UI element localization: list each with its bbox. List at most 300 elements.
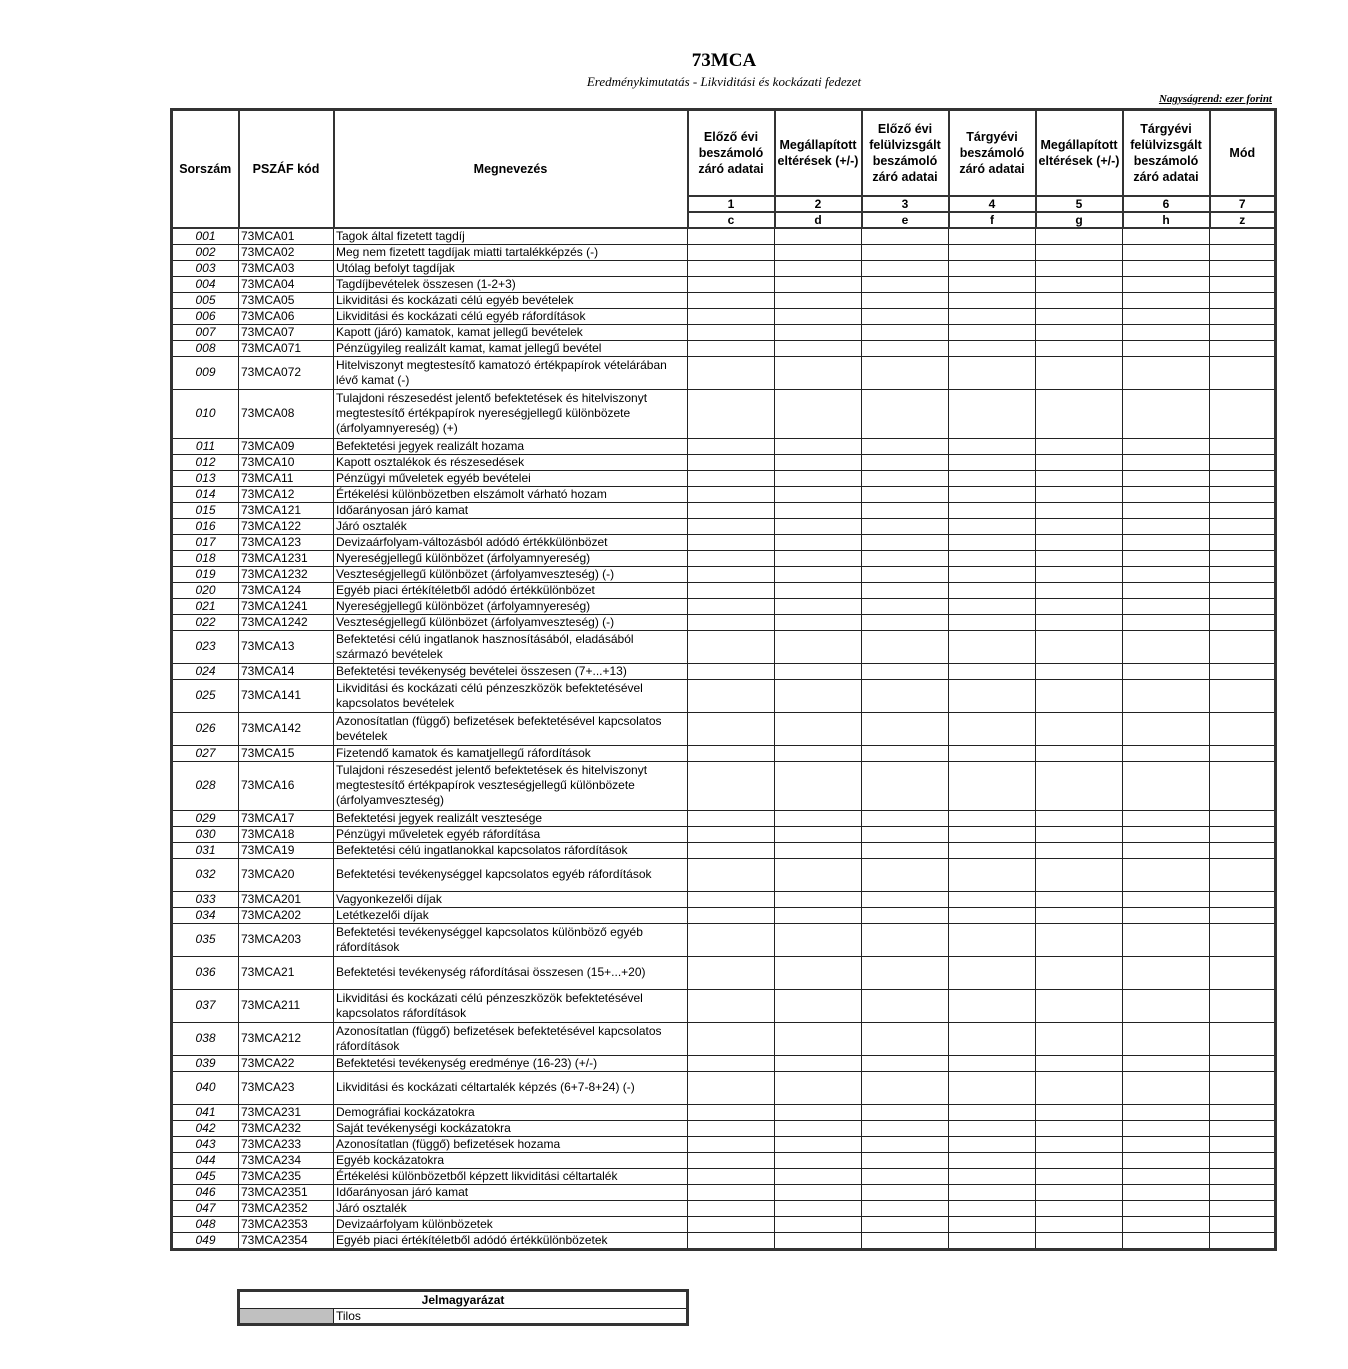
data-cell[interactable]	[775, 534, 862, 550]
data-cell[interactable]	[775, 810, 862, 826]
data-cell[interactable]	[688, 534, 775, 550]
data-cell[interactable]	[1036, 356, 1123, 389]
data-cell[interactable]	[1123, 745, 1210, 761]
data-cell[interactable]	[775, 891, 862, 907]
data-cell[interactable]	[775, 518, 862, 534]
data-cell[interactable]	[1036, 1104, 1123, 1120]
data-cell[interactable]	[949, 308, 1036, 324]
data-cell[interactable]	[775, 923, 862, 956]
data-cell[interactable]	[1210, 1104, 1276, 1120]
data-cell[interactable]	[688, 1055, 775, 1071]
data-cell[interactable]	[949, 989, 1036, 1022]
data-cell[interactable]	[775, 1120, 862, 1136]
data-cell[interactable]	[949, 228, 1036, 245]
data-cell[interactable]	[775, 470, 862, 486]
data-cell[interactable]	[1036, 1168, 1123, 1184]
data-cell[interactable]	[775, 1168, 862, 1184]
data-cell[interactable]	[949, 598, 1036, 614]
data-cell[interactable]	[775, 842, 862, 858]
data-cell[interactable]	[949, 1168, 1036, 1184]
data-cell[interactable]	[1210, 502, 1276, 518]
data-cell[interactable]	[1036, 956, 1123, 989]
data-cell[interactable]	[1123, 989, 1210, 1022]
data-cell[interactable]	[949, 356, 1036, 389]
data-cell[interactable]	[949, 550, 1036, 566]
data-cell[interactable]	[949, 1184, 1036, 1200]
data-cell[interactable]	[1123, 292, 1210, 308]
data-cell[interactable]	[949, 663, 1036, 679]
data-cell[interactable]	[775, 308, 862, 324]
data-cell[interactable]	[1123, 276, 1210, 292]
data-cell[interactable]	[1210, 1136, 1276, 1152]
data-cell[interactable]	[775, 260, 862, 276]
data-cell[interactable]	[1210, 761, 1276, 810]
data-cell[interactable]	[949, 761, 1036, 810]
data-cell[interactable]	[949, 534, 1036, 550]
data-cell[interactable]	[775, 1184, 862, 1200]
data-cell[interactable]	[862, 260, 949, 276]
data-cell[interactable]	[1210, 663, 1276, 679]
data-cell[interactable]	[949, 1136, 1036, 1152]
data-cell[interactable]	[1036, 389, 1123, 438]
data-cell[interactable]	[1210, 842, 1276, 858]
data-cell[interactable]	[775, 1104, 862, 1120]
data-cell[interactable]	[775, 826, 862, 842]
data-cell[interactable]	[1036, 1022, 1123, 1055]
data-cell[interactable]	[1036, 679, 1123, 712]
data-cell[interactable]	[688, 1184, 775, 1200]
data-cell[interactable]	[775, 1152, 862, 1168]
data-cell[interactable]	[862, 1022, 949, 1055]
data-cell[interactable]	[1210, 907, 1276, 923]
data-cell[interactable]	[688, 989, 775, 1022]
data-cell[interactable]	[1210, 292, 1276, 308]
data-cell[interactable]	[1123, 534, 1210, 550]
data-cell[interactable]	[1036, 630, 1123, 663]
data-cell[interactable]	[1123, 1136, 1210, 1152]
data-cell[interactable]	[1210, 1071, 1276, 1104]
data-cell[interactable]	[1123, 1184, 1210, 1200]
data-cell[interactable]	[1210, 356, 1276, 389]
data-cell[interactable]	[1123, 389, 1210, 438]
data-cell[interactable]	[949, 1071, 1036, 1104]
data-cell[interactable]	[775, 244, 862, 260]
data-cell[interactable]	[1123, 454, 1210, 470]
data-cell[interactable]	[862, 1216, 949, 1232]
data-cell[interactable]	[1036, 761, 1123, 810]
data-cell[interactable]	[949, 276, 1036, 292]
data-cell[interactable]	[1210, 582, 1276, 598]
data-cell[interactable]	[1123, 614, 1210, 630]
data-cell[interactable]	[1210, 1120, 1276, 1136]
data-cell[interactable]	[1210, 1232, 1276, 1249]
data-cell[interactable]	[775, 614, 862, 630]
data-cell[interactable]	[1123, 1232, 1210, 1249]
data-cell[interactable]	[688, 228, 775, 245]
data-cell[interactable]	[688, 907, 775, 923]
data-cell[interactable]	[688, 842, 775, 858]
data-cell[interactable]	[862, 244, 949, 260]
data-cell[interactable]	[1036, 891, 1123, 907]
data-cell[interactable]	[862, 761, 949, 810]
data-cell[interactable]	[1123, 486, 1210, 502]
data-cell[interactable]	[1210, 1200, 1276, 1216]
data-cell[interactable]	[688, 260, 775, 276]
data-cell[interactable]	[688, 923, 775, 956]
data-cell[interactable]	[862, 1136, 949, 1152]
data-cell[interactable]	[1123, 842, 1210, 858]
data-cell[interactable]	[1036, 1200, 1123, 1216]
data-cell[interactable]	[1036, 518, 1123, 534]
data-cell[interactable]	[688, 582, 775, 598]
data-cell[interactable]	[949, 907, 1036, 923]
data-cell[interactable]	[862, 534, 949, 550]
data-cell[interactable]	[1036, 826, 1123, 842]
data-cell[interactable]	[1123, 502, 1210, 518]
data-cell[interactable]	[1036, 292, 1123, 308]
data-cell[interactable]	[775, 389, 862, 438]
data-cell[interactable]	[1210, 614, 1276, 630]
data-cell[interactable]	[775, 663, 862, 679]
data-cell[interactable]	[1036, 308, 1123, 324]
data-cell[interactable]	[1210, 470, 1276, 486]
data-cell[interactable]	[949, 1055, 1036, 1071]
data-cell[interactable]	[1210, 550, 1276, 566]
data-cell[interactable]	[949, 486, 1036, 502]
data-cell[interactable]	[1036, 1071, 1123, 1104]
data-cell[interactable]	[949, 826, 1036, 842]
data-cell[interactable]	[1123, 356, 1210, 389]
data-cell[interactable]	[862, 356, 949, 389]
data-cell[interactable]	[1123, 1152, 1210, 1168]
data-cell[interactable]	[775, 550, 862, 566]
data-cell[interactable]	[1036, 470, 1123, 486]
data-cell[interactable]	[1036, 228, 1123, 245]
data-cell[interactable]	[775, 454, 862, 470]
data-cell[interactable]	[688, 1136, 775, 1152]
data-cell[interactable]	[1210, 810, 1276, 826]
data-cell[interactable]	[949, 858, 1036, 891]
data-cell[interactable]	[862, 1232, 949, 1249]
data-cell[interactable]	[949, 956, 1036, 989]
data-cell[interactable]	[862, 891, 949, 907]
data-cell[interactable]	[862, 1071, 949, 1104]
data-cell[interactable]	[862, 956, 949, 989]
data-cell[interactable]	[862, 470, 949, 486]
data-cell[interactable]	[775, 228, 862, 245]
data-cell[interactable]	[862, 518, 949, 534]
data-cell[interactable]	[775, 712, 862, 745]
data-cell[interactable]	[1036, 663, 1123, 679]
data-cell[interactable]	[949, 1152, 1036, 1168]
data-cell[interactable]	[1036, 1055, 1123, 1071]
data-cell[interactable]	[862, 810, 949, 826]
data-cell[interactable]	[1036, 1232, 1123, 1249]
data-cell[interactable]	[949, 502, 1036, 518]
data-cell[interactable]	[949, 260, 1036, 276]
data-cell[interactable]	[1123, 1071, 1210, 1104]
data-cell[interactable]	[1123, 308, 1210, 324]
data-cell[interactable]	[1036, 276, 1123, 292]
data-cell[interactable]	[862, 486, 949, 502]
data-cell[interactable]	[775, 438, 862, 454]
data-cell[interactable]	[1036, 534, 1123, 550]
data-cell[interactable]	[688, 1104, 775, 1120]
data-cell[interactable]	[1210, 276, 1276, 292]
data-cell[interactable]	[1210, 518, 1276, 534]
data-cell[interactable]	[688, 550, 775, 566]
data-cell[interactable]	[1210, 534, 1276, 550]
data-cell[interactable]	[862, 1184, 949, 1200]
data-cell[interactable]	[862, 842, 949, 858]
data-cell[interactable]	[949, 324, 1036, 340]
data-cell[interactable]	[1036, 550, 1123, 566]
data-cell[interactable]	[1123, 1104, 1210, 1120]
data-cell[interactable]	[862, 1104, 949, 1120]
data-cell[interactable]	[1210, 308, 1276, 324]
data-cell[interactable]	[775, 761, 862, 810]
data-cell[interactable]	[862, 276, 949, 292]
data-cell[interactable]	[1123, 1022, 1210, 1055]
data-cell[interactable]	[862, 454, 949, 470]
data-cell[interactable]	[1210, 826, 1276, 842]
data-cell[interactable]	[862, 598, 949, 614]
data-cell[interactable]	[775, 1055, 862, 1071]
data-cell[interactable]	[949, 518, 1036, 534]
data-cell[interactable]	[1210, 228, 1276, 245]
data-cell[interactable]	[949, 389, 1036, 438]
data-cell[interactable]	[1210, 745, 1276, 761]
data-cell[interactable]	[775, 502, 862, 518]
data-cell[interactable]	[688, 454, 775, 470]
data-cell[interactable]	[949, 679, 1036, 712]
data-cell[interactable]	[1210, 324, 1276, 340]
data-cell[interactable]	[862, 308, 949, 324]
data-cell[interactable]	[862, 340, 949, 356]
data-cell[interactable]	[1123, 582, 1210, 598]
data-cell[interactable]	[1123, 679, 1210, 712]
data-cell[interactable]	[688, 598, 775, 614]
data-cell[interactable]	[688, 761, 775, 810]
data-cell[interactable]	[688, 470, 775, 486]
data-cell[interactable]	[1036, 438, 1123, 454]
data-cell[interactable]	[862, 663, 949, 679]
data-cell[interactable]	[1210, 1168, 1276, 1184]
data-cell[interactable]	[1123, 810, 1210, 826]
data-cell[interactable]	[949, 1022, 1036, 1055]
data-cell[interactable]	[1123, 1055, 1210, 1071]
data-cell[interactable]	[688, 340, 775, 356]
data-cell[interactable]	[949, 438, 1036, 454]
data-cell[interactable]	[1123, 712, 1210, 745]
data-cell[interactable]	[1123, 438, 1210, 454]
data-cell[interactable]	[862, 502, 949, 518]
data-cell[interactable]	[688, 389, 775, 438]
data-cell[interactable]	[1210, 989, 1276, 1022]
data-cell[interactable]	[688, 324, 775, 340]
data-cell[interactable]	[1123, 956, 1210, 989]
data-cell[interactable]	[862, 679, 949, 712]
data-cell[interactable]	[688, 1232, 775, 1249]
data-cell[interactable]	[1036, 1184, 1123, 1200]
data-cell[interactable]	[1123, 663, 1210, 679]
data-cell[interactable]	[862, 1055, 949, 1071]
data-cell[interactable]	[688, 810, 775, 826]
data-cell[interactable]	[1036, 907, 1123, 923]
data-cell[interactable]	[688, 438, 775, 454]
data-cell[interactable]	[688, 276, 775, 292]
data-cell[interactable]	[1123, 566, 1210, 582]
data-cell[interactable]	[688, 292, 775, 308]
data-cell[interactable]	[1210, 712, 1276, 745]
data-cell[interactable]	[949, 566, 1036, 582]
data-cell[interactable]	[1036, 1216, 1123, 1232]
data-cell[interactable]	[688, 1152, 775, 1168]
data-cell[interactable]	[1123, 1216, 1210, 1232]
data-cell[interactable]	[1036, 486, 1123, 502]
data-cell[interactable]	[949, 891, 1036, 907]
data-cell[interactable]	[1123, 1200, 1210, 1216]
data-cell[interactable]	[688, 356, 775, 389]
data-cell[interactable]	[1123, 228, 1210, 245]
data-cell[interactable]	[775, 356, 862, 389]
data-cell[interactable]	[949, 923, 1036, 956]
data-cell[interactable]	[1123, 630, 1210, 663]
data-cell[interactable]	[1036, 1152, 1123, 1168]
data-cell[interactable]	[862, 438, 949, 454]
data-cell[interactable]	[1036, 842, 1123, 858]
data-cell[interactable]	[688, 1168, 775, 1184]
data-cell[interactable]	[1123, 761, 1210, 810]
data-cell[interactable]	[949, 340, 1036, 356]
data-cell[interactable]	[688, 566, 775, 582]
data-cell[interactable]	[862, 712, 949, 745]
data-cell[interactable]	[949, 470, 1036, 486]
data-cell[interactable]	[949, 1104, 1036, 1120]
data-cell[interactable]	[1210, 923, 1276, 956]
data-cell[interactable]	[688, 745, 775, 761]
data-cell[interactable]	[688, 244, 775, 260]
data-cell[interactable]	[1036, 810, 1123, 826]
data-cell[interactable]	[862, 566, 949, 582]
data-cell[interactable]	[862, 858, 949, 891]
data-cell[interactable]	[1123, 470, 1210, 486]
data-cell[interactable]	[1123, 260, 1210, 276]
data-cell[interactable]	[775, 956, 862, 989]
data-cell[interactable]	[1123, 518, 1210, 534]
data-cell[interactable]	[1123, 340, 1210, 356]
data-cell[interactable]	[688, 518, 775, 534]
data-cell[interactable]	[1036, 502, 1123, 518]
data-cell[interactable]	[949, 614, 1036, 630]
data-cell[interactable]	[775, 1136, 862, 1152]
data-cell[interactable]	[1123, 923, 1210, 956]
data-cell[interactable]	[775, 598, 862, 614]
data-cell[interactable]	[775, 340, 862, 356]
data-cell[interactable]	[775, 907, 862, 923]
data-cell[interactable]	[688, 502, 775, 518]
data-cell[interactable]	[688, 1200, 775, 1216]
data-cell[interactable]	[688, 1071, 775, 1104]
data-cell[interactable]	[949, 454, 1036, 470]
data-cell[interactable]	[1210, 454, 1276, 470]
data-cell[interactable]	[688, 891, 775, 907]
data-cell[interactable]	[1036, 454, 1123, 470]
data-cell[interactable]	[1123, 907, 1210, 923]
data-cell[interactable]	[1210, 340, 1276, 356]
data-cell[interactable]	[1210, 438, 1276, 454]
data-cell[interactable]	[1210, 956, 1276, 989]
data-cell[interactable]	[1036, 858, 1123, 891]
data-cell[interactable]	[949, 712, 1036, 745]
data-cell[interactable]	[862, 989, 949, 1022]
data-cell[interactable]	[688, 486, 775, 502]
data-cell[interactable]	[688, 1216, 775, 1232]
data-cell[interactable]	[1210, 566, 1276, 582]
data-cell[interactable]	[1123, 1120, 1210, 1136]
data-cell[interactable]	[862, 1120, 949, 1136]
data-cell[interactable]	[949, 810, 1036, 826]
data-cell[interactable]	[1123, 550, 1210, 566]
data-cell[interactable]	[775, 745, 862, 761]
data-cell[interactable]	[1036, 1120, 1123, 1136]
data-cell[interactable]	[1210, 260, 1276, 276]
data-cell[interactable]	[1036, 260, 1123, 276]
data-cell[interactable]	[1123, 244, 1210, 260]
data-cell[interactable]	[862, 630, 949, 663]
data-cell[interactable]	[688, 826, 775, 842]
data-cell[interactable]	[775, 1232, 862, 1249]
data-cell[interactable]	[1210, 891, 1276, 907]
data-cell[interactable]	[775, 276, 862, 292]
data-cell[interactable]	[1036, 1136, 1123, 1152]
data-cell[interactable]	[1036, 324, 1123, 340]
data-cell[interactable]	[949, 292, 1036, 308]
data-cell[interactable]	[775, 1200, 862, 1216]
data-cell[interactable]	[1210, 244, 1276, 260]
data-cell[interactable]	[775, 989, 862, 1022]
data-cell[interactable]	[1210, 598, 1276, 614]
data-cell[interactable]	[1210, 630, 1276, 663]
data-cell[interactable]	[688, 308, 775, 324]
data-cell[interactable]	[1210, 1152, 1276, 1168]
data-cell[interactable]	[775, 630, 862, 663]
data-cell[interactable]	[1210, 1216, 1276, 1232]
data-cell[interactable]	[688, 956, 775, 989]
data-cell[interactable]	[775, 324, 862, 340]
data-cell[interactable]	[949, 1200, 1036, 1216]
data-cell[interactable]	[862, 923, 949, 956]
data-cell[interactable]	[1123, 1168, 1210, 1184]
data-cell[interactable]	[688, 858, 775, 891]
data-cell[interactable]	[688, 614, 775, 630]
data-cell[interactable]	[1123, 324, 1210, 340]
data-cell[interactable]	[862, 582, 949, 598]
data-cell[interactable]	[949, 244, 1036, 260]
data-cell[interactable]	[1210, 1184, 1276, 1200]
data-cell[interactable]	[862, 389, 949, 438]
data-cell[interactable]	[1036, 244, 1123, 260]
data-cell[interactable]	[949, 1232, 1036, 1249]
data-cell[interactable]	[688, 663, 775, 679]
data-cell[interactable]	[862, 1168, 949, 1184]
data-cell[interactable]	[949, 1120, 1036, 1136]
data-cell[interactable]	[1210, 1055, 1276, 1071]
data-cell[interactable]	[1210, 679, 1276, 712]
data-cell[interactable]	[775, 858, 862, 891]
data-cell[interactable]	[1210, 486, 1276, 502]
data-cell[interactable]	[1123, 858, 1210, 891]
